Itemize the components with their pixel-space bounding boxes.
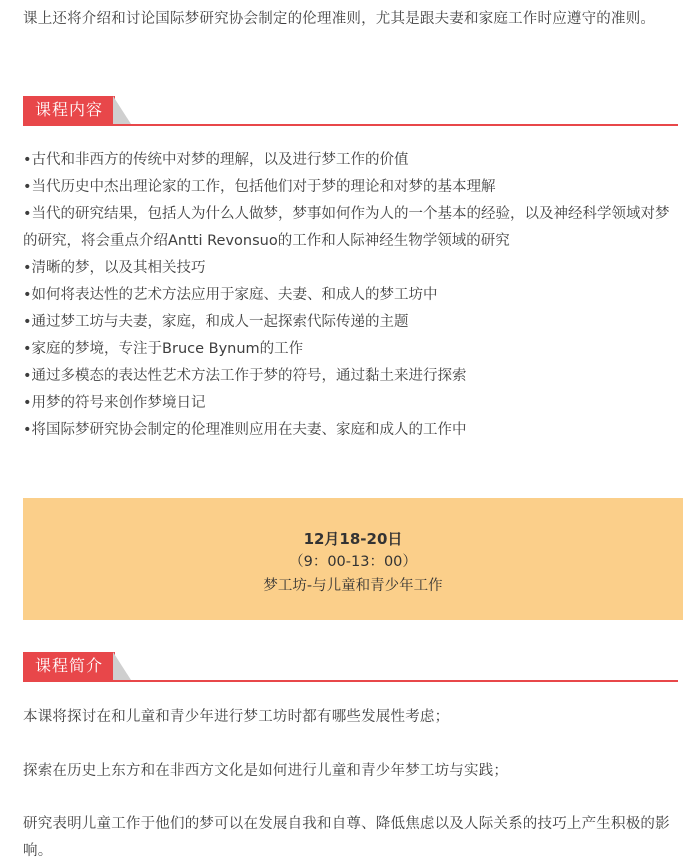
tab-fold-decoration [113, 652, 131, 680]
list-item: •家庭的梦境，专注于Bruce Bynum的工作 [23, 341, 304, 357]
event-title: 梦工坊-与儿童和青少年工作 [263, 578, 443, 594]
section-title: 课程内容 [23, 96, 115, 124]
section-header-content [23, 96, 678, 126]
section-title: 课程简介 [23, 652, 115, 680]
list-item: •清晰的梦，以及其相关技巧 [23, 260, 206, 276]
section-divider [23, 680, 678, 682]
intro-text-paragraph: 研究表明儿童工作于他们的梦可以在发展自我和自尊、降低焦虑以及人际关系的技巧上产生积极的影响。 [23, 816, 670, 859]
list-item: •将国际梦研究协会制定的伦理准则应用在夫妻、家庭和成人的工作中 [23, 422, 467, 438]
intro-text-paragraph: 本课将探讨在和儿童和青少年进行梦工坊时都有哪些发展性考虑； [23, 709, 450, 725]
intro-paragraph: 课上还将介绍和讨论国际梦研究协会制定的伦理准则，尤其是跟夫妻和家庭工作时应遵守的准则。 [23, 11, 656, 27]
section-divider [23, 124, 678, 126]
list-item: •当代的研究结果，包括人为什么人做梦，梦事如何作为人的一个基本的经验，以及神经科学领域对梦的研究，将会重点介绍Antti Revonsuo的工作和人际神经生物学领域的研究 [23, 206, 670, 249]
list-item: •用梦的符号来创作梦境日记 [23, 395, 206, 411]
intro-text-paragraph: 探索在历史上东方和在非西方文化是如何进行儿童和青少年梦工坊与实践； [23, 763, 509, 779]
list-item: •通过多模态的表达性艺术方法工作于梦的符号，通过黏土来进行探索 [23, 368, 467, 384]
list-item: •通过梦工坊与夫妻，家庭，和成人一起探索代际传递的主题 [23, 314, 409, 330]
event-date: 12月18-20日 [303, 530, 403, 548]
event-info-box [23, 498, 683, 620]
list-item: •如何将表达性的艺术方法应用于家庭、夫妻、和成人的梦工坊中 [23, 287, 438, 303]
course-content-list [23, 147, 683, 444]
tab-fold-decoration [113, 96, 131, 124]
section-header-intro [23, 652, 678, 682]
event-time: （9：00-13：00） [289, 554, 417, 570]
list-item: •古代和非西方的传统中对梦的理解，以及进行梦工作的价值 [23, 152, 409, 168]
list-item: •当代历史中杰出理论家的工作，包括他们对于梦的理论和对梦的基本理解 [23, 179, 496, 195]
